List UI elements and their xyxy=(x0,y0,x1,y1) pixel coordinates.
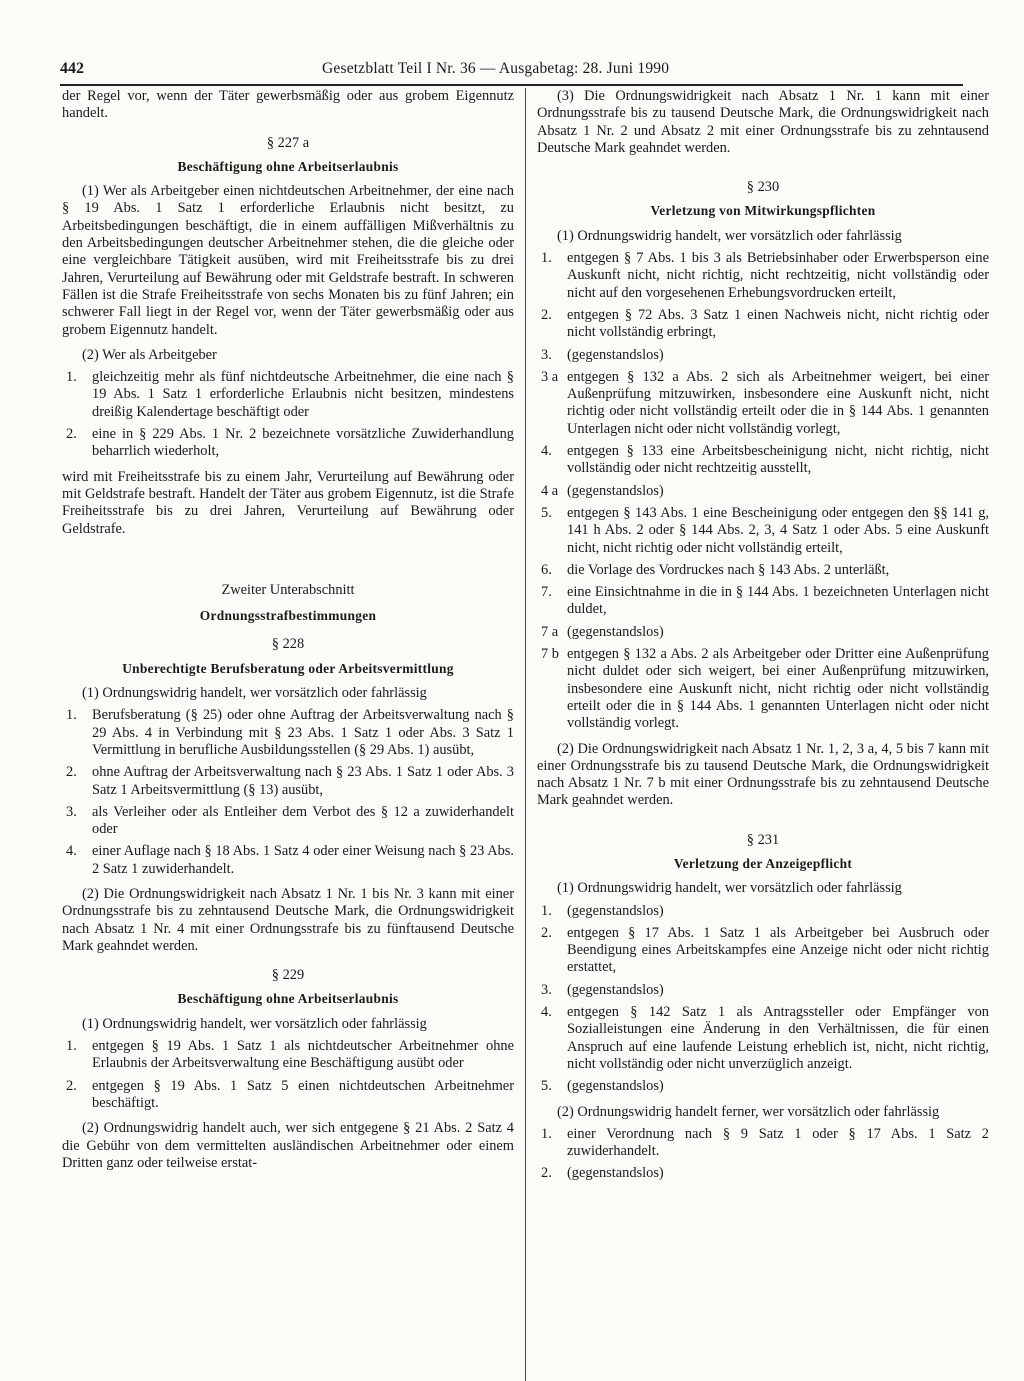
list-item-text: eine Einsichtnahme in die in § 144 Abs. 1 bezeichneten Unterlagen nicht duldet, xyxy=(567,584,989,618)
list-item xyxy=(537,443,989,478)
list-item-number: 5. xyxy=(541,1078,552,1095)
list-item-number: 2. xyxy=(541,306,552,323)
list-item xyxy=(537,1165,989,1182)
list-item xyxy=(537,369,989,438)
paragraph: (2) Ordnungswidrig handelt auch, wer sich entgegene § 21 Abs. 2 Satz 4 die Gebühr von dem vermittelten ausländischen Arbeitnehmer oder einem Dritten ganz oder teilweise erstat- xyxy=(62,1120,514,1171)
list-item xyxy=(537,925,989,977)
subsection-title: Ordnungsstrafbestimmungen xyxy=(199,608,377,624)
column-divider xyxy=(525,88,526,1381)
paragraph: (2) Die Ordnungswidrigkeit nach Absatz 1 Nr. 1 bis Nr. 3 kann mit einer Ordnungsstrafe bis zu zehntausend Deutsche Mark, die Ordnungswidrigkeit nach Absatz 1 Nr. 4 mit einer Ordnungsstrafe bis zu fünftausend Deutsche Mark geahndet werden. xyxy=(62,885,514,954)
list-item xyxy=(537,307,989,342)
list-item xyxy=(537,562,989,579)
section-title: Beschäftigung ohne Arbeitserlaubnis xyxy=(177,991,399,1007)
list-item-text: einer Verordnung nach § 9 Satz 1 oder § 17 Abs. 1 Satz 2 zuwiderhandelt. xyxy=(567,1125,989,1160)
list-item-number: 4. xyxy=(541,443,552,460)
list-item: 2. entgegen § 19 Abs. 1 Satz 5 einen nichtdeutschen Arbeitnehmer beschäftigt. xyxy=(66,1077,514,1111)
section-title: Verletzung von Mitwirkungspflichten xyxy=(650,203,876,219)
page-header xyxy=(60,56,960,82)
gazette-title: Gesetzblatt Teil I Nr. 36 — Ausgabetag: 28. Juni 1990 xyxy=(322,60,670,77)
list-item-text: entgegen § 142 Satz 1 als Antragssteller oder Empfänger von Sozialleistungen eine Änderung in den Verhältnissen, die für einen Anspruch auf eine laufende Leistung erheblich ist, nicht, nicht richtig, nicht vollständig oder nicht unverzüglich anzeigt. xyxy=(567,1004,989,1072)
list-item-number: 4. xyxy=(541,1004,552,1021)
list-item-number: 1. xyxy=(541,250,552,267)
paragraph: (1) Ordnungswidrig handelt, wer vorsätzlich oder fahrlässig xyxy=(557,880,902,897)
list-item-number: 7 b xyxy=(541,646,559,663)
list-item: 1. Berufsberatung (§ 25) oder ohne Auftrag der Arbeitsverwaltung nach § 29 Abs. 4 in Verbindung mit § 23 Abs. 1 Satz 1 oder Abs. 3 Satz 1 Vermittlung in berufliche Ausbildungsstellen (§ 29 Abs. 1) ausübt, xyxy=(66,707,514,758)
list-item: 1. gleichzeitig mehr als fünf nichtdeutsche Arbeitnehmer, die eine nach § 19 Abs. 1 Satz 1 erforderliche Erlaubnis nicht besitzen, mindestens dreißig Kalendertage beschäftigt oder xyxy=(66,369,514,420)
section-number: § 227 a xyxy=(266,134,310,151)
list-item-text: entgegen § 132 a Abs. 2 als Arbeitgeber oder Dritter eine Außenprüfung nicht duldet oder sich weigert, bei einer Außenprüfung mitzuwirken, insbesondere eine Auskunft nicht, nicht richtig oder nicht vollständig erteilt oder die in § 144 Abs. 1 genannten Unterlagen nicht oder nicht vollständig vorlegt. xyxy=(567,646,989,732)
list-item: 1. entgegen § 19 Abs. 1 Satz 1 als nichtdeutscher Arbeitnehmer ohne Erlaubnis der Arbeitsverwaltung eine Beschäftigung ausübt oder xyxy=(66,1038,514,1072)
list-item-number: 4 a xyxy=(541,482,559,499)
left-column xyxy=(62,88,514,1172)
header-rule xyxy=(60,84,963,86)
list-item xyxy=(537,1078,989,1095)
list-item-text: entgegen § 7 Abs. 1 bis 3 als Betriebsinhaber oder Erwerbsperson eine Auskunft nicht, nicht richtig, nicht rechtzeitig, nicht vollständig oder nicht auf den vorgesehenen Erhebungsvordrucken erteilt, xyxy=(567,250,989,301)
list-item-text: (gegenstandslos) xyxy=(567,482,664,499)
paragraph: (2) Wer als Arbeitgeber xyxy=(82,346,217,363)
paragraph: (1) Ordnungswidrig handelt, wer vorsätzlich oder fahrlässig xyxy=(82,1015,427,1032)
list-item-number: 3. xyxy=(541,346,552,363)
section-title: Verletzung der Anzeigepflicht xyxy=(673,855,853,871)
list-item-text: entgegen § 143 Abs. 1 eine Bescheinigung oder entgegen den §§ 141 g, 141 h Abs. 2 oder § 144 Abs. 2, 3, 4 Satz 1 oder Abs. 5 eine Auskunft nicht, nicht richtig oder nicht vollständig erteilt, xyxy=(567,504,989,556)
list-item xyxy=(537,584,989,619)
list-item-text: entgegen § 132 a Abs. 2 sich als Arbeitnehmer weigert, bei einer Außenprüfung mitzuwirken, insbesondere eine Auskunft nicht, nicht richtig oder nicht vollständig erteilt oder die in § 144 Abs. 1 genannten Unterlagen nicht oder nicht vollständig vorlegt, xyxy=(567,368,989,437)
list-item xyxy=(537,903,989,920)
list-item-number: 3 a xyxy=(541,368,559,385)
section-number: § 230 xyxy=(746,179,780,196)
list-item xyxy=(537,624,989,641)
section-number: § 229 xyxy=(271,967,305,984)
section-title: Beschäftigung ohne Arbeitserlaubnis xyxy=(177,158,399,174)
list-item xyxy=(537,646,989,732)
list-item-text: (gegenstandslos) xyxy=(567,1078,664,1095)
list-item-text: entgegen § 17 Abs. 1 Satz 1 als Arbeitgeber bei Ausbruch oder Beendigung eines Arbeitskampfes eine Anzeige nicht oder nicht richtig erstattet, xyxy=(567,924,989,976)
section-title: Unberechtigte Berufsberatung oder Arbeitsvermittlung xyxy=(122,660,454,676)
section-number: § 228 xyxy=(271,636,305,653)
paragraph: (1) Ordnungswidrig handelt, wer vorsätzlich oder fahrlässig xyxy=(557,227,902,244)
list-item-number: 3. xyxy=(541,981,552,998)
list-item xyxy=(537,483,989,500)
list-item xyxy=(537,1004,989,1073)
list-item-text: die Vorlage des Vordruckes nach § 143 Abs. 2 unterläßt, xyxy=(567,561,890,578)
list-item-text: (gegenstandslos) xyxy=(567,981,664,998)
list-item-text: entgegen § 133 eine Arbeitsbescheinigung nicht, nicht richtig, nicht vollständig oder nicht rechtzeitig ausstellt, xyxy=(567,443,989,477)
list-item xyxy=(537,250,989,302)
list-item-text: entgegen § 72 Abs. 3 Satz 1 einen Nachweis nicht, nicht richtig oder nicht vollständig erbringt, xyxy=(567,306,989,341)
subsection-label: Zweiter Unterabschnitt xyxy=(221,581,355,598)
list-item xyxy=(537,1126,989,1161)
page-number: 442 xyxy=(60,60,84,77)
paragraph: (1) Ordnungswidrig handelt, wer vorsätzlich oder fahrlässig xyxy=(82,685,427,702)
list-item-number: 1. xyxy=(541,902,552,919)
list-item xyxy=(537,982,989,999)
list-item-number: 2. xyxy=(541,1165,552,1182)
list-item-text: (gegenstandslos) xyxy=(567,623,664,640)
section-number: § 231 xyxy=(746,831,780,848)
paragraph: (2) Ordnungswidrig handelt ferner, wer vorsätzlich oder fahrlässig xyxy=(557,1103,940,1120)
list-item-text: (gegenstandslos) xyxy=(567,902,664,919)
list-item-number: 5. xyxy=(541,504,552,521)
list-item-number: 1. xyxy=(541,1125,552,1142)
paragraph: (3) Die Ordnungswidrigkeit nach Absatz 1 Nr. 1 kann mit einer Ordnungsstrafe bis zu tausend Deutsche Mark, die Ordnungswidrigkeit nach Absatz 1 Nr. 2 und Absatz 2 mit einer Ordnungsstrafe bis zu zehntausend Deutsche Mark geahndet werden. xyxy=(537,88,989,156)
continued-paragraph: der Regel vor, wenn der Täter gewerbsmäßig oder aus grobem Eigennutz handelt. xyxy=(62,88,514,122)
list-item-number: 7. xyxy=(541,584,552,601)
list-item: 2. ohne Auftrag der Arbeitsverwaltung nach § 23 Abs. 1 Satz 1 oder Abs. 3 Satz 1 Arbeitsvermittlung (§ 13) ausübt, xyxy=(66,764,514,798)
list-item: 3. als Verleiher oder als Entleiher dem Verbot des § 12 a zuwiderhandelt oder xyxy=(66,803,514,838)
list-item: 4. einer Auflage nach § 18 Abs. 1 Satz 4 oder einer Weisung nach § 23 Abs. 2 Satz 1 zuwiderhandelt. xyxy=(66,843,514,877)
paragraph: (1) Wer als Arbeitgeber einen nichtdeutschen Arbeitnehmer, der eine nach § 19 Abs. 1 Satz 1 erforderliche Erlaubnis nicht besitzt, zu Arbeitsbedingungen beschäftigt, die in einem auffälligen Mißverhältnis zu den Arbeitsbedingungen deutscher Arbeitnehmer stehen, die die gleiche oder eine vergleichbare Tätigkeit ausüben, wird mit Freiheitsstrafe bis zu drei Jahren, Verurteilung auf Bewährung oder mit Geldstrafe bestraft. In schweren Fällen ist die Strafe Freiheitsstrafe von sechs Monaten bis zu fünf Jahren; ein schwerer Fall liegt in der Regel vor, wenn der Täter gewerbsmäßig oder aus grobem Eigennutz handelt. xyxy=(62,183,514,338)
list-item xyxy=(537,505,989,557)
paragraph: wird mit Freiheitsstrafe bis zu einem Jahr, Verurteilung auf Bewährung oder mit Geldstrafe bestraft. Handelt der Täter aus grobem Eigennutz, ist die Strafe Freiheitsstrafe bis zu drei Jahren, Verurteilung auf Bewährung oder Geldstrafe. xyxy=(62,468,514,537)
paragraph: (2) Die Ordnungswidrigkeit nach Absatz 1 Nr. 1, 2, 3 a, 4, 5 bis 7 kann mit einer Ordnungsstrafe bis zu tausend Deutsche Mark, die Ordnungswidrigkeit nach Absatz 1 Nr. 7 b mit einer Ordnungsstrafe bis zu zehntausend Deutsche Mark geahndet werden. xyxy=(537,740,989,809)
list-item-number: 2. xyxy=(541,924,552,941)
list-item-text: (gegenstandslos) xyxy=(567,1165,664,1182)
right-column xyxy=(537,88,989,1183)
list-item xyxy=(537,347,989,364)
list-item-text: (gegenstandslos) xyxy=(567,346,664,363)
list-item-number: 6. xyxy=(541,561,552,578)
list-item-number: 7 a xyxy=(541,623,559,640)
list-item: 2. eine in § 229 Abs. 1 Nr. 2 bezeichnete vorsätzliche Zuwiderhandlung beharrlich wiederholt, xyxy=(66,426,514,460)
